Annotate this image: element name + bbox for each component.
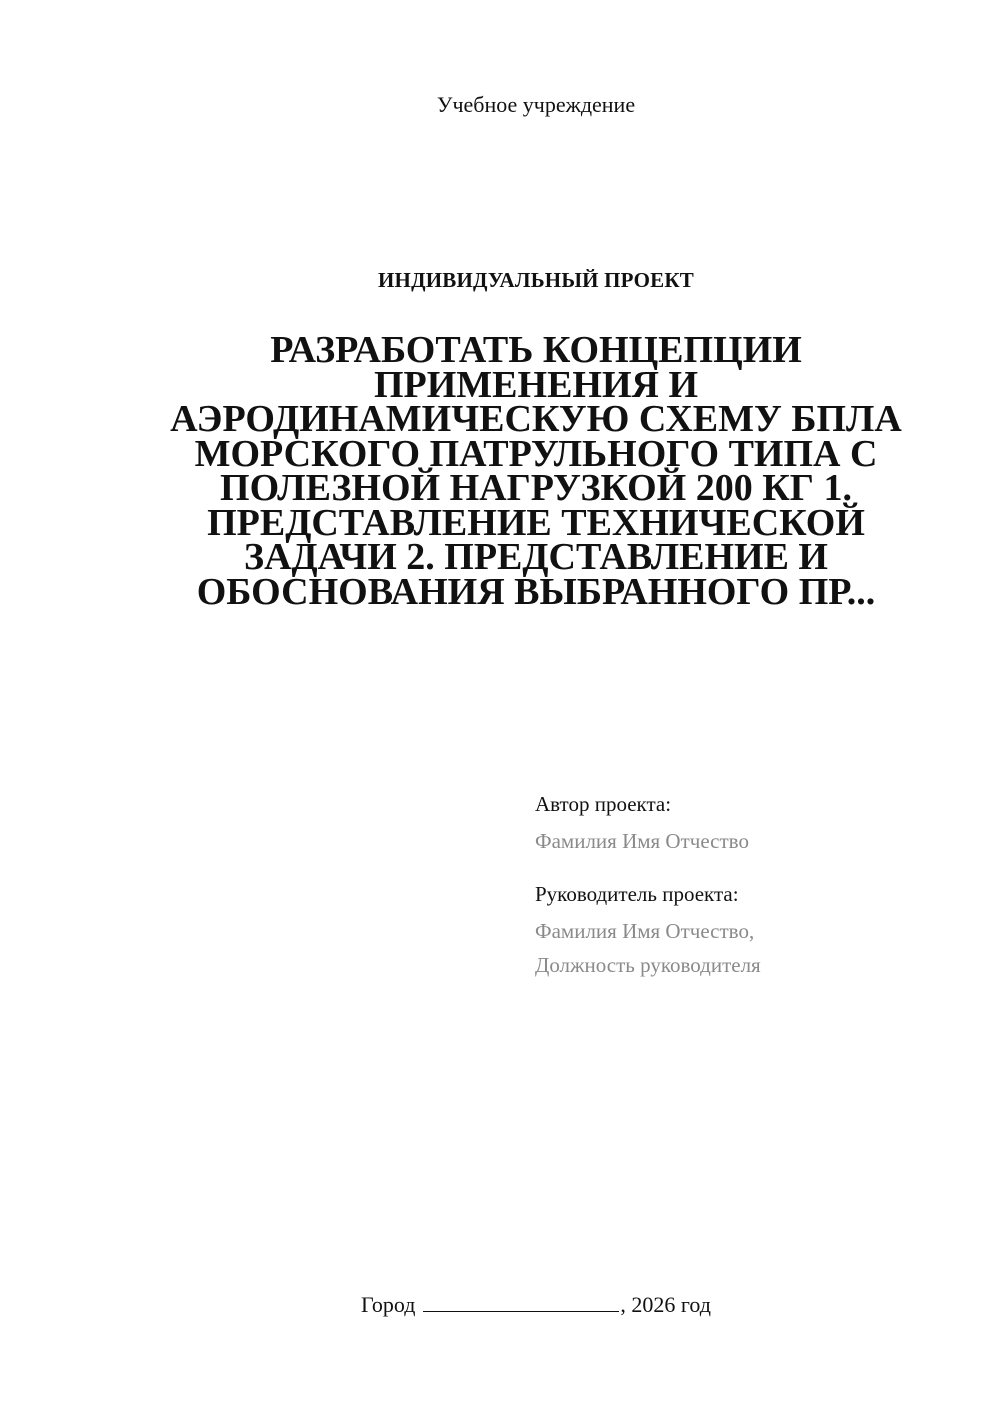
supervisor-name: Фамилия Имя Отчество, bbox=[535, 919, 755, 943]
year-text: , 2026 год bbox=[620, 1292, 711, 1317]
supervisor-label: Руководитель проекта: bbox=[535, 882, 739, 906]
supervisor-block bbox=[535, 880, 975, 982]
city-year-line bbox=[0, 1292, 1000, 1318]
supervisor-position: Должность руководителя bbox=[535, 953, 761, 977]
city-label: Город bbox=[361, 1292, 416, 1317]
project-people bbox=[535, 790, 975, 982]
document-title: РАЗРАБОТАТЬ КОНЦЕПЦИИ ПРИМЕНЕНИЯ И АЭРОДИНАМИЧЕСКУЮ СХЕМУ БПЛА МОРСКОГО ПАТРУЛЬНОГО ТИПА С ПОЛЕЗНОЙ НАГРУЗКОЙ 200 КГ 1. ПРЕДСТАВЛЕНИЕ ТЕХНИЧЕСКОЙ ЗАДАЧИ 2. ПРЕДСТАВЛЕНИЕ И ОБОСНОВАНИЯ ВЫБРАННОГО ПР... bbox=[170, 329, 902, 613]
city-blank-line bbox=[423, 1293, 619, 1312]
author-block bbox=[535, 790, 975, 858]
author-name: Фамилия Имя Отчество bbox=[535, 829, 749, 853]
document-type: ИНДИВИДУАЛЬНЫЙ ПРОЕКТ bbox=[378, 268, 694, 292]
institution-name: Учебное учреждение bbox=[436, 92, 636, 117]
author-label: Автор проекта: bbox=[535, 792, 672, 816]
